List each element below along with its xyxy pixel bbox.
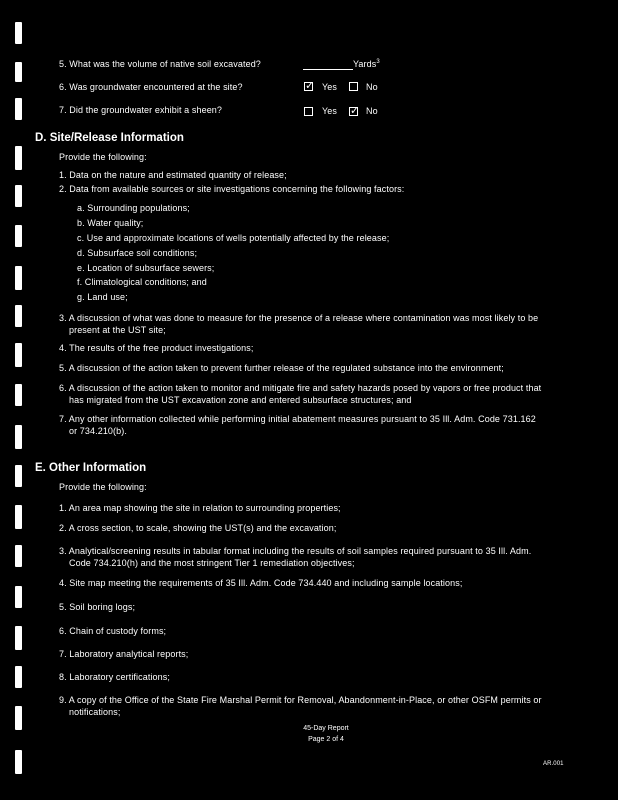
section-d-sub-b: b. Water quality;	[77, 218, 144, 228]
section-d-title: D. Site/Release Information	[35, 132, 184, 144]
section-d-sub-f: f. Climatological conditions; and	[77, 277, 207, 287]
section-e-item-9: 9. A copy of the Office of the State Fire Marshal Permit for Removal, Abandonment-in-Place, or other OSFM permits or	[59, 695, 542, 705]
section-d-item-6-cont: has migrated from the UST excavation zone and entered subsurface structures; and	[69, 395, 412, 405]
q6-yes-label: Yes	[322, 82, 337, 92]
section-e-item-7: 7. Laboratory analytical reports;	[59, 649, 189, 659]
section-d-item-4: 4. The results of the free product investigations;	[59, 343, 254, 353]
footer-title: 45-Day Report	[303, 725, 349, 732]
section-d-item-1: 1. Data on the nature and estimated quantity of release;	[59, 170, 287, 180]
section-d-item-7-cont: or 734.210(b).	[69, 426, 127, 436]
section-e-item-9-cont: notifications;	[69, 707, 121, 717]
footer-code: AR.001	[543, 761, 564, 767]
q7-no-label: No	[366, 106, 378, 116]
section-d-sub-d: d. Subsurface soil conditions;	[77, 248, 198, 258]
section-d-item-6: 6. A discussion of the action taken to monitor and mitigate fire and safety hazards posed by vapors or free product that	[59, 383, 542, 393]
section-e-item-6: 6. Chain of custody forms;	[59, 626, 167, 636]
section-e-item-2: 2. A cross section, to scale, showing the UST(s) and the excavation;	[59, 523, 337, 533]
q7-yes-checkbox[interactable]	[304, 107, 313, 116]
section-d-sub-a: a. Surrounding populations;	[77, 203, 190, 213]
section-d-item-2: 2. Data from available sources or site investigations concerning the following factors:	[59, 184, 405, 194]
section-e-item-8: 8. Laboratory certifications;	[59, 672, 170, 682]
section-d-sub-e: e. Location of subsurface sewers;	[77, 263, 215, 273]
section-d-item-3-cont: present at the UST site;	[69, 325, 166, 335]
q7-yes-label: Yes	[322, 106, 337, 116]
section-d-item-3: 3. A discussion of what was done to measure for the presence of a release where contamination was most likely to be	[59, 313, 539, 323]
section-e-item-3: 3. Analytical/screening results in tabular format including the results of soil samples required pursuant to 35 Ill. Adm.	[59, 546, 532, 556]
volume-unit: Yards$^3$	[353, 59, 380, 69]
question-6-label: 6. Was groundwater encountered at the site?	[59, 82, 243, 92]
q6-no-checkbox[interactable]	[349, 82, 358, 91]
section-d-item-7: 7. Any other information collected while performing initial abatement measures pursuant to 35 Ill. Adm. Code 731.162	[59, 414, 536, 424]
section-d-item-5: 5. A discussion of the action taken to prevent further release of the regulated substance into the environment;	[59, 363, 504, 373]
section-e-item-5: 5. Soil boring logs;	[59, 602, 136, 612]
footer-page: Page 2 of 4	[308, 736, 344, 743]
section-e-item-1: 1. An area map showing the site in relation to surrounding properties;	[59, 503, 341, 513]
question-5-label: 5. What was the volume of native soil excavated?	[59, 59, 261, 69]
section-e-intro: Provide the following:	[59, 482, 147, 492]
q6-no-label: No	[366, 82, 378, 92]
section-e-title: E. Other Information	[35, 462, 147, 474]
q7-no-checkbox[interactable]	[349, 107, 358, 116]
section-d-sub-g: g. Land use;	[77, 292, 128, 302]
question-7-label: 7. Did the groundwater exhibit a sheen?	[59, 105, 223, 115]
section-e-item-4: 4. Site map meeting the requirements of 35 Ill. Adm. Code 734.440 and including sample locations;	[59, 578, 463, 588]
section-d-intro: Provide the following:	[59, 152, 147, 162]
q6-yes-checkbox[interactable]	[304, 82, 313, 91]
section-d-sub-c: c. Use and approximate locations of wells potentially affected by the release;	[77, 233, 390, 243]
section-e-item-3-cont: Code 734.210(h) and the most stringent Tier 1 remediation objectives;	[69, 558, 355, 568]
volume-input-line[interactable]	[303, 69, 353, 70]
